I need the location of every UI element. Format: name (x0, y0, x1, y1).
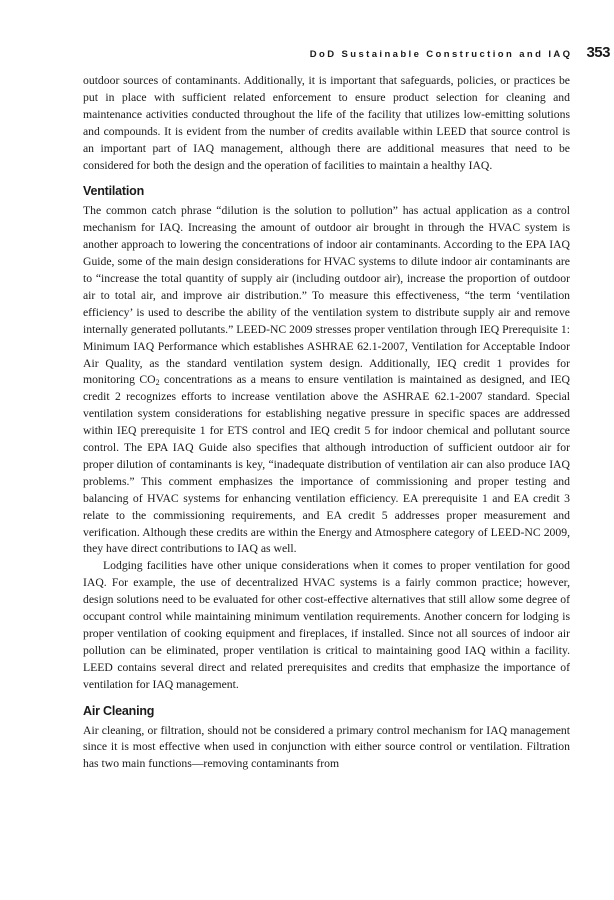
paragraph: Air cleaning, or filtration, should not be considered a primary control mechanism for IAQ management since it is most effective when used in conjunction with either source control or ventilation. Filtration has two main functions—removing contaminants from (83, 723, 570, 771)
paragraph-text: The common catch phrase “dilution is the solution to pollution” has actual application as a control mechanism for IAQ. Increasing the amount of outdoor air brought in through the HVAC system is another approach to lowering the concentrations of indoor air contaminants. According to the EPA IAQ Guide, some of the main design considerations for HVAC systems to dilute indoor air contaminants are to “increase the total quantity of supply air (including outdoor air), increase the proportion of outdoor air to total air, and improve air distribution.” To measure this effectiveness, “the term ‘ventilation efficiency’ is used to describe the ability of the ventilation system to distribute supply air and remove internally generated pollutants.” LEED-NC 2009 stresses proper ventilation through IEQ Prerequisite 1: Minimum IAQ Performance which establishes ASHRAE 62.1-2007, Ventilation for Acceptable Indoor Air Quality, as the standard ventilation system design. Additionally, IEQ credit 1 provides for monitoring CO (83, 204, 570, 387)
paragraph (83, 203, 570, 558)
paragraph: Lodging facilities have other unique considerations when it comes to proper ventilation for good IAQ. For example, the use of decentralized HVAC systems is a fairly common practice; however, design solutions need to be evaluated for other cost-effective alternatives that still allow some degree of occupant control while maintaining minimum ventilation requirements. Another concern for lodging is proper ventilation of cooking equipment and fireplaces, if installed. Since not all sources of indoor air pollution can be eliminated, proper ventilation is critical to maintaining good IAQ within a facility. LEED contains several direct and related prerequisites and credits that emphasize the importance of ventilation for IAQ management. (83, 559, 570, 691)
paragraph-text: concentrations as a means to ensure ventilation is maintained as designed, and IEQ credit 2 recognizes efforts to increase ventilation above the ASHRAE 62.1-2007 standard. Special ventilation system considerations for establishing negative pressure in specific spaces are addressed within IEQ prerequisite 1 for ETS control and IEQ credit 5 for indoor chemical and pollutant source control. The EPA IAQ Guide also specifies that although introduction of sufficient outdoor air for proper dilution of contaminants is key, “inadequate distribution of ventilation air can also produce IAQ problems.” This comment emphasizes the importance of commissioning and proper testing and balancing of HVAC systems for enhancing ventilation efficiency. EA prerequisite 1 and EA credit 3 relate to the commissioning requirements, and EA credit 5 addresses proper measurement and verification. Although these credits are within the Energy and Atmosphere category of LEED-NC 2009, they have direct contributions to IAQ as well. (83, 373, 570, 556)
running-title: DoD Sustainable Construction and IAQ (309, 49, 573, 60)
section-heading-ventilation: Ventilation (83, 184, 145, 199)
page-number: 353 (586, 44, 610, 61)
section-heading-air-cleaning: Air Cleaning (83, 703, 155, 718)
co2-subscript: 2 (155, 378, 160, 388)
paragraph: outdoor sources of contaminants. Additionally, it is important that safeguards, policies, or practices be put in place with sufficient related enforcement to ensure product selection for cleaning and maintenance activities conducted throughout the life of the facility that utilizes low-emitting solutions and compounds. It is evident from the number of credits available within LEED that source control is an important part of IAQ management, although there are additional measures that need to be considered for both the design and the operation of facilities to maintain a healthy IAQ. (83, 74, 570, 172)
page-header (310, 44, 610, 64)
body-text (83, 73, 570, 773)
